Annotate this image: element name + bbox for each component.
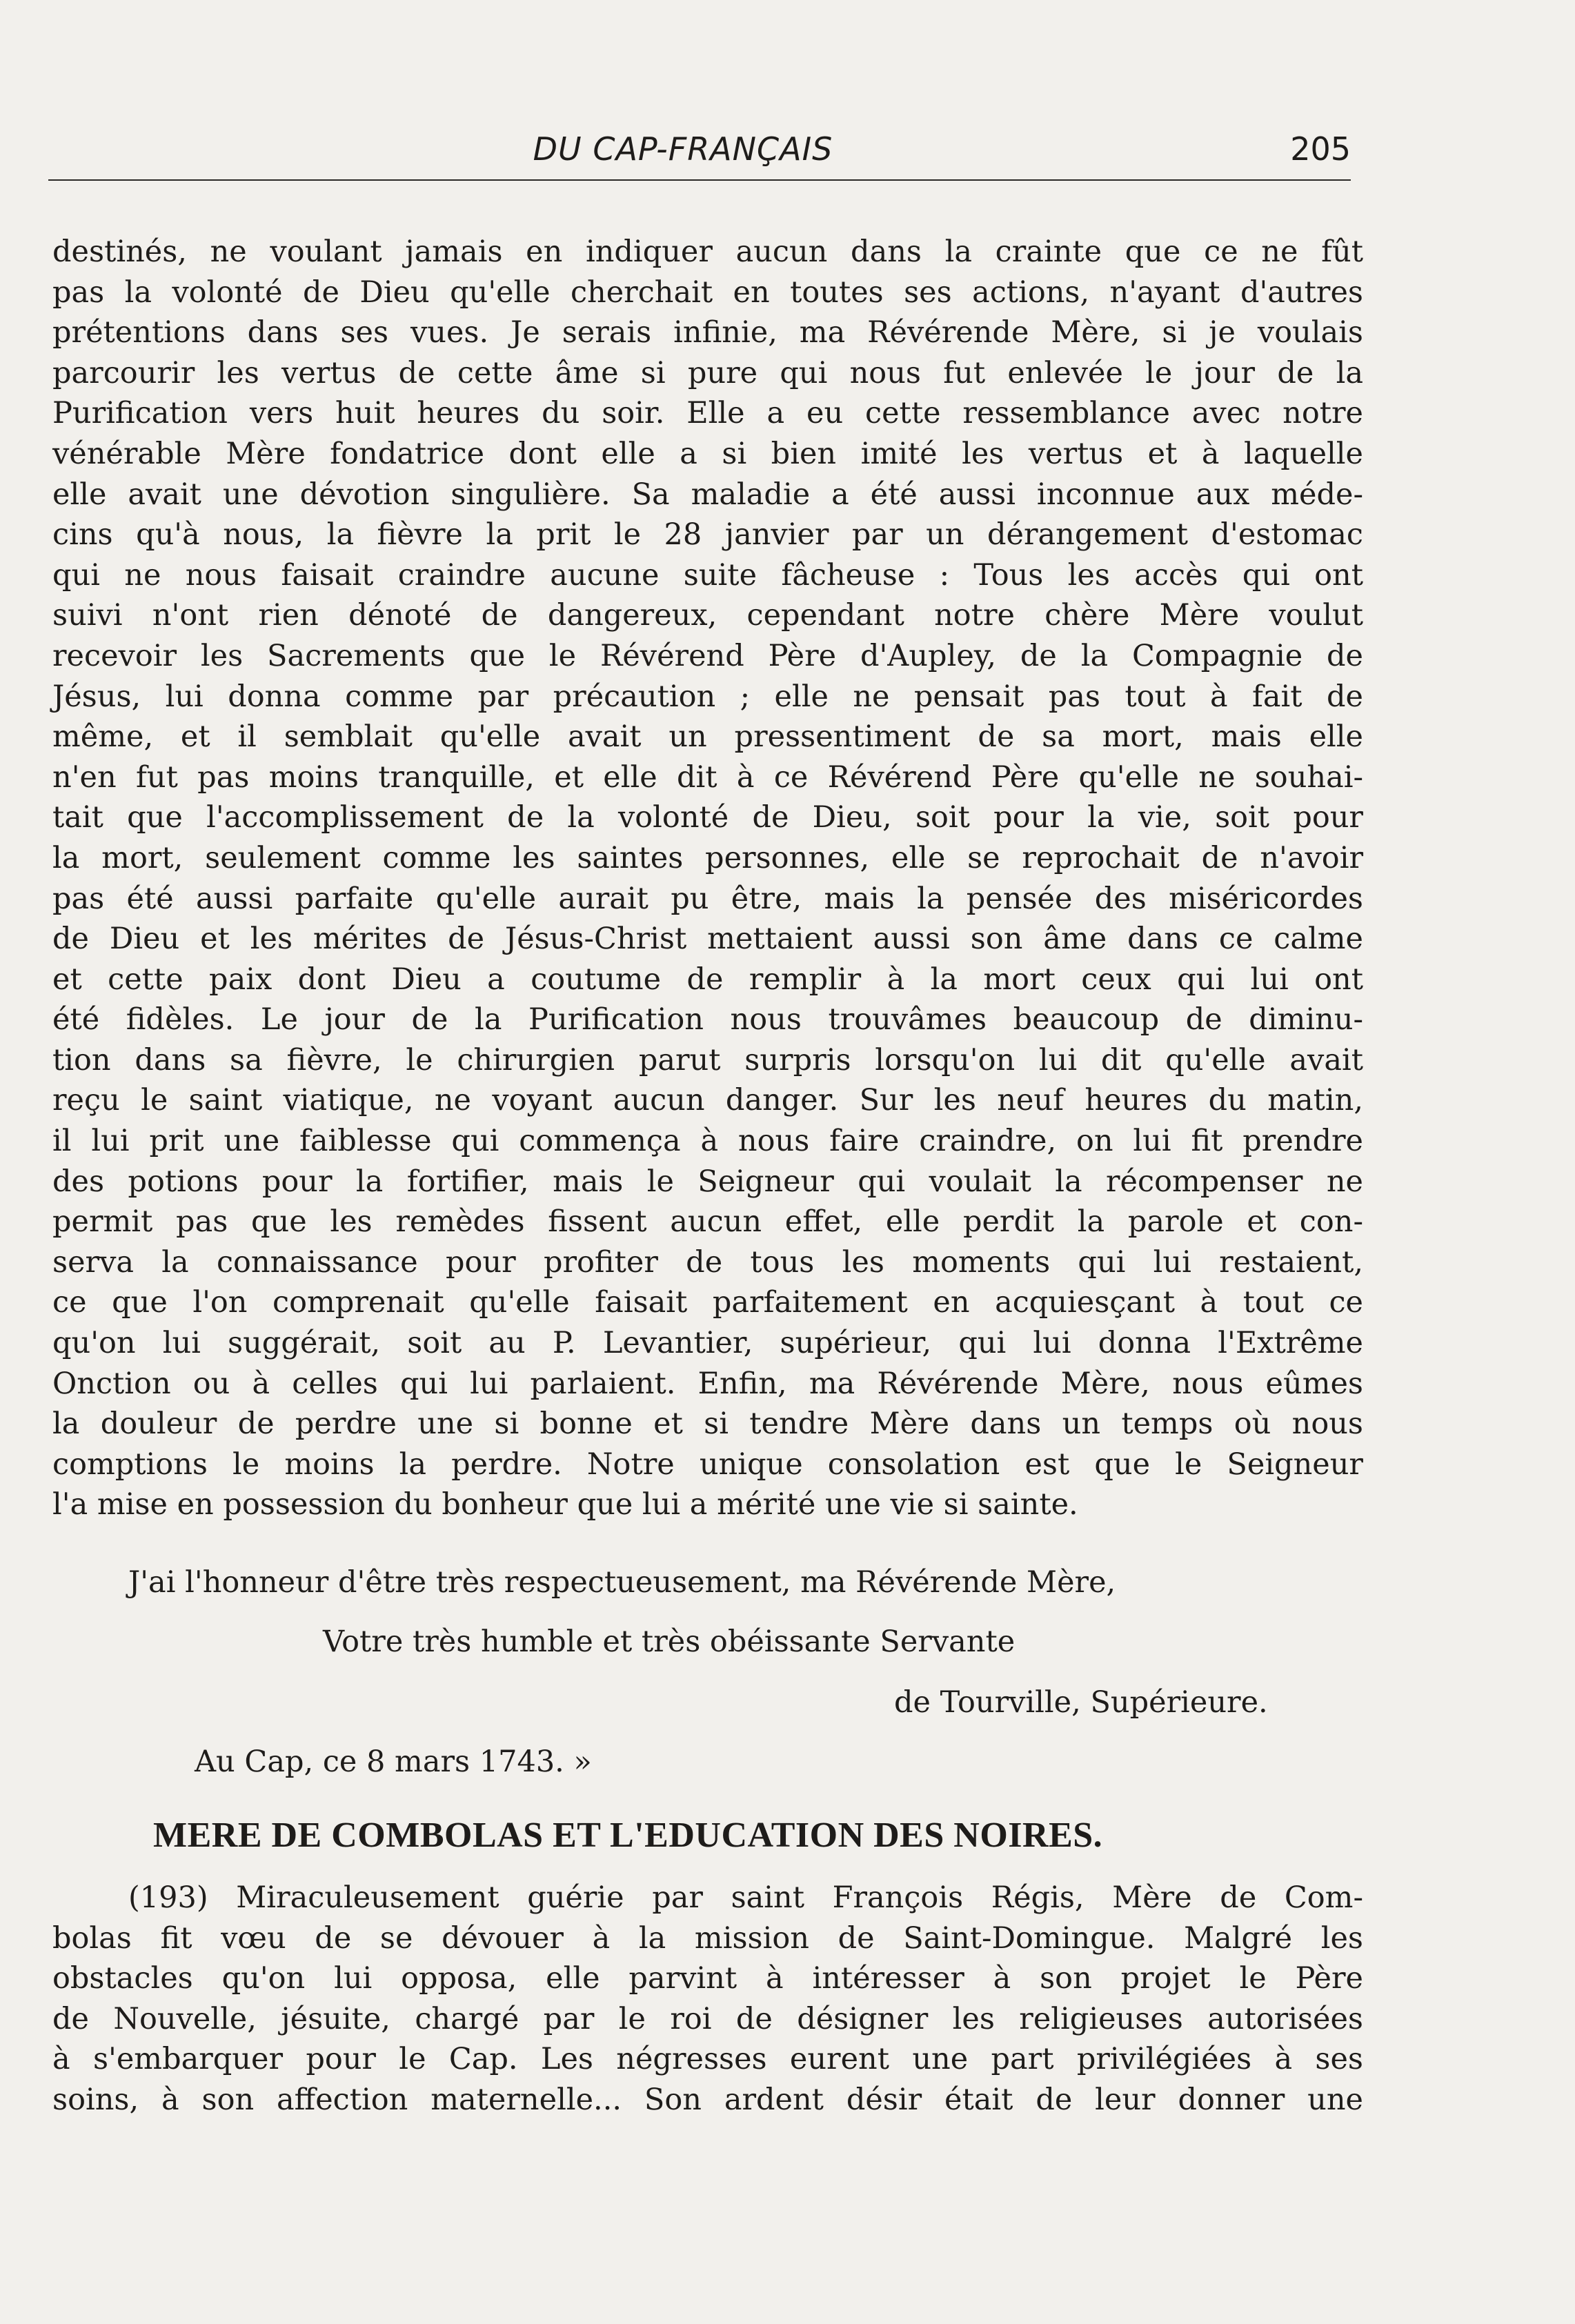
- text-line: prétentions dans ses vues. Je serais infinie, ma Révérende Mère, si je voulais: [52, 315, 1363, 350]
- text-line: ce que l'on comprenait qu'elle faisait parfaitement en acquiesçant à tout ce: [52, 1285, 1363, 1320]
- text-line: même, et il semblait qu'elle avait un pressentiment de sa mort, mais elle: [52, 719, 1363, 755]
- text-line: qui ne nous faisait craindre aucune suite fâcheuse : Tous les accès qui ont: [52, 557, 1363, 593]
- text-line: cins qu'à nous, la fièvre la prit le 28 janvier par un dérangement d'estomac: [52, 517, 1363, 553]
- text-line: il lui prit une faiblesse qui commença à nous faire craindre, on lui fit prendre: [52, 1124, 1363, 1159]
- text-line: parcourir les vertus de cette âme si pure qui nous fut enlevée le jour de la: [52, 355, 1363, 390]
- text-line: la mort, seulement comme les saintes personnes, elle se reprochait de n'avoir: [52, 840, 1363, 875]
- text-line: de Dieu et les mérites de Jésus-Christ mettaient aussi son âme dans ce calme: [52, 922, 1363, 957]
- closing-date: Au Cap, ce 8 mars 1743. »: [195, 1745, 592, 1779]
- text-line: Onction ou à celles qui lui parlaient. Enfin, ma Révérende Mère, nous eûmes: [52, 1366, 1363, 1401]
- text-line: qu'on lui suggérait, soit au P. Levantier, supérieur, qui lui donna l'Extrême: [52, 1326, 1363, 1361]
- text-line: elle avait une dévotion singulière. Sa maladie a été aussi inconnue aux méde-: [52, 477, 1363, 512]
- running-title: DU CAP-FRANÇAIS: [533, 130, 833, 168]
- text-line: pas la volonté de Dieu qu'elle cherchait en toutes ses actions, n'ayant d'autres: [52, 275, 1363, 310]
- text-line: tait que l'accomplissement de la volonté de Dieu, soit pour la vie, soit pour: [52, 800, 1363, 835]
- letter-body: [52, 232, 1363, 1525]
- text-line: serva la connaissance pour profiter de tous les moments qui lui restaient,: [52, 1244, 1363, 1280]
- text-line: comptions le moins la perdre. Notre unique consolation est que le Seigneur: [52, 1447, 1363, 1482]
- text-line: l'a mise en possession du bonheur que lui a mérité une vie si sainte.: [52, 1487, 1078, 1522]
- text-line: obstacles qu'on lui opposa, elle parvint à intéresser à son projet le Père: [52, 1961, 1363, 1996]
- text-line: été fidèles. Le jour de la Purification nous trouvâmes beaucoup de diminu-: [52, 1002, 1363, 1037]
- text-line: la douleur de perdre une si bonne et si tendre Mère dans un temps où nous: [52, 1407, 1363, 1442]
- text-line: Purification vers huit heures du soir. Elle a eu cette ressemblance avec notre: [52, 396, 1363, 431]
- text-line: tion dans sa fièvre, le chirurgien parut surpris lorsqu'on lui dit qu'elle avait: [52, 1042, 1363, 1077]
- text-line: bolas fit vœu de se dévouer à la mission de Saint-Domingue. Malgré les: [52, 1920, 1363, 1956]
- text-line: et cette paix dont Dieu a coutume de remplir à la mort ceux qui lui ont: [52, 962, 1363, 997]
- text-line: soins, à son affection maternelle... Son ardent désir était de leur donner une: [52, 2082, 1363, 2117]
- section-body: [52, 1878, 1363, 2121]
- text-line: reçu le saint viatique, ne voyant aucun danger. Sur les neuf heures du matin,: [52, 1083, 1363, 1118]
- text-line: (193) Miraculeusement guérie par saint François Régis, Mère de Com-: [128, 1880, 1363, 1915]
- text-line: recevoir les Sacrements que le Révérend Père d'Aupley, de la Compagnie de: [52, 638, 1363, 673]
- text-line: pas été aussi parfaite qu'elle aurait pu être, mais la pensée des miséricordes: [52, 881, 1363, 916]
- closing-salutation: J'ai l'honneur d'être très respectueusement, ma Révérende Mère,: [128, 1565, 1116, 1600]
- text-line: destinés, ne voulant jamais en indiquer aucun dans la crainte que ce ne fût: [52, 235, 1363, 269]
- text-line: n'en fut pas moins tranquille, et elle dit à ce Révérend Père qu'elle ne souhai-: [52, 759, 1363, 795]
- page-number: 205: [1290, 130, 1351, 168]
- closing-signature: de Tourville, Supérieure.: [894, 1685, 1268, 1720]
- text-line: de Nouvelle, jésuite, chargé par le roi de désigner les religieuses autorisées: [52, 2001, 1363, 2036]
- text-line: vénérable Mère fondatrice dont elle a si bien imité les vertus et à laquelle: [52, 436, 1363, 471]
- text-line: à s'embarquer pour le Cap. Les négresses eurent une part privilégiées à ses: [52, 2042, 1363, 2077]
- section-heading: MERE DE COMBOLAS ET L'EDUCATION DES NOIRES.: [153, 1816, 1103, 1855]
- text-line: permit pas que les remèdes fissent aucun effet, elle perdit la parole et con-: [52, 1204, 1363, 1240]
- text-line: suivi n'ont rien dénoté de dangereux, cependant notre chère Mère voulut: [52, 598, 1363, 633]
- running-head: [48, 128, 1351, 177]
- closing-humble: Votre très humble et très obéissante Servante: [323, 1625, 1016, 1659]
- text-line: Jésus, lui donna comme par précaution ; elle ne pensait pas tout à fait de: [52, 679, 1363, 714]
- header-rule: [48, 179, 1351, 181]
- text-line: des potions pour la fortifier, mais le Seigneur qui voulait la récompenser ne: [52, 1164, 1363, 1199]
